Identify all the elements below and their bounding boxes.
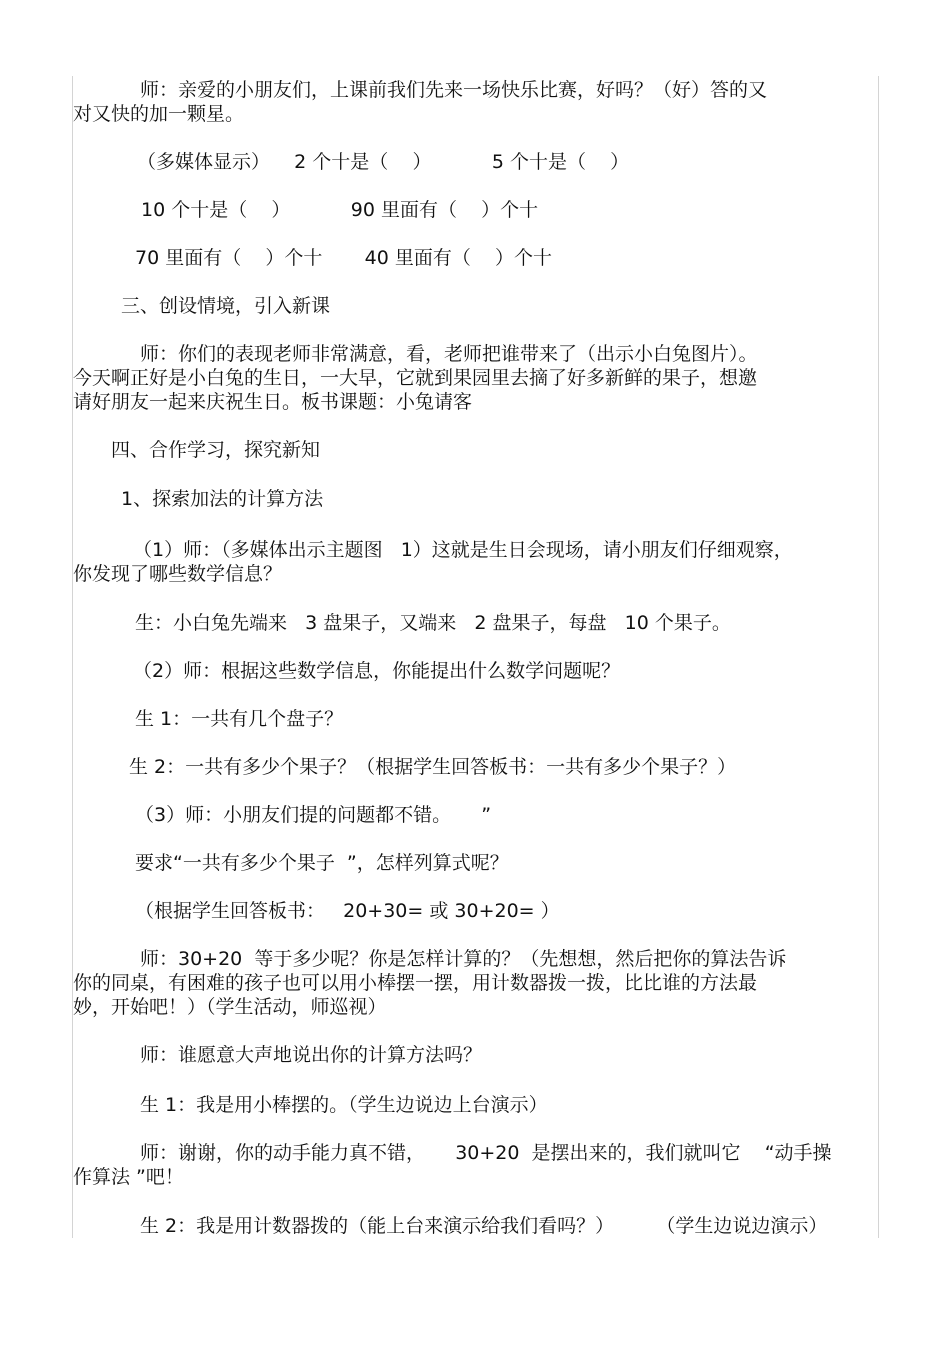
text-line: 要求“一共有多少个果子 ”，怎样列算式呢？ (135, 852, 509, 874)
text-line: 70 里面有（ ）个十 40 里面有（ ）个十 (135, 247, 553, 269)
text-line: 生 1：一共有几个盘子？ (135, 708, 344, 730)
text-line: 对又快的加一颗星。 (73, 103, 245, 125)
left-margin-rule (72, 76, 73, 1238)
text-line: 作算法 ”吧！ (73, 1166, 184, 1188)
text-line: 你的同桌，有困难的孩子也可以用小棒摆一摆，用计数器拨一拨，比比谁的方法最 (73, 972, 758, 994)
text-line: （3）师：小朋友们提的问题都不错。 ” (135, 804, 492, 826)
text-line: 师：谢谢，你的动手能力真不错， 30+20 是摆出来的，我们就叫它 “动手操 (140, 1142, 832, 1164)
text-line: （1）师：（多媒体出示主题图 1）这就是生日会现场，请小朋友们仔细观察， (133, 539, 793, 561)
text-line: （多媒体显示） 2 个十是（ ） 5 个十是（ ） (137, 151, 630, 173)
section-heading: 四、合作学习，探究新知 (111, 439, 321, 461)
subsection-heading: 1、探索加法的计算方法 (121, 488, 324, 510)
text-line: 生 2：一共有多少个果子？（根据学生回答板书：一共有多少个果子？） (129, 756, 737, 778)
text-line: （2）师：根据这些数学信息，你能提出什么数学问题呢？ (133, 660, 621, 682)
text-line: （根据学生回答板书： 20+30= 或 30+20= ） (135, 900, 560, 922)
text-line: 妙，开始吧！）（学生活动，师巡视） (73, 996, 387, 1018)
text-line: 请好朋友一起来庆祝生日。板书课题：小兔请客 (73, 391, 473, 413)
text-line: 你发现了哪些数学信息？ (73, 563, 283, 585)
right-margin-rule (878, 76, 879, 1238)
section-heading: 三、创设情境，引入新课 (121, 295, 331, 317)
text-line: 师：30+20 等于多少呢？你是怎样计算的？（先想想，然后把你的算法告诉 (140, 948, 787, 970)
text-line: 生：小白兔先端来 3 盘果子，又端来 2 盘果子，每盘 10 个果子。 (135, 612, 731, 634)
text-line: 师：你们的表现老师非常满意，看，老师把谁带来了（出示小白兔图片）。 (140, 343, 758, 365)
text-line: 师：谁愿意大声地说出你的计算方法吗？ (140, 1044, 483, 1066)
text-line: 师：亲爱的小朋友们，上课前我们先来一场快乐比赛，好吗？（好）答的又 (140, 79, 768, 101)
text-line: 10 个十是（ ） 90 里面有（ ）个十 (141, 199, 539, 221)
text-line: 生 1：我是用小棒摆的。（学生边说边上台演示） (140, 1094, 548, 1116)
text-line: 今天啊正好是小白兔的生日，一大早，它就到果园里去摘了好多新鲜的果子，想邀 (73, 367, 758, 389)
text-line: 生 2：我是用计数器拨的（能上台来演示给我们看吗？） （学生边说边演示） (140, 1215, 828, 1237)
